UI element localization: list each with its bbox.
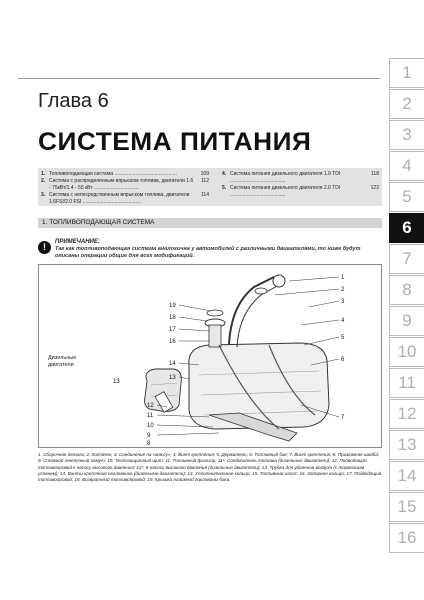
fuel-system-diagram — [38, 264, 382, 448]
toc-item-text: Система с непосредственным впрыском топлива, двигатели 1.6FSI/2.0 FSI .......................................... — [49, 192, 190, 205]
callout-label: 10 — [147, 423, 154, 429]
callout-label: 1 — [341, 275, 345, 281]
toc-item-text: Топливоподающая система ............................................. — [49, 171, 177, 177]
chapter-label: Глава 6 — [38, 90, 109, 112]
toc-column-right — [222, 171, 379, 199]
chapter-title: СИСТЕМА ПИТАНИЯ — [38, 128, 312, 156]
toc-item-number: 4. — [222, 171, 227, 177]
toc-item-text: Система с распределенным впрыском топлива, двигатели 1.6 - 75кВт/1.4 - 55 кВт ................................ — [49, 178, 194, 191]
callout-label: 7 — [341, 415, 345, 421]
chapter-tab[interactable]: 5 — [389, 182, 424, 212]
toc-item-number: 3. — [41, 192, 46, 198]
info-icon: ! — [38, 241, 51, 254]
toc-item[interactable] — [222, 171, 379, 185]
note-title: ПРИМЕЧАНИЕ: — [55, 239, 100, 245]
chapter-tab[interactable]: 16 — [389, 523, 424, 553]
callout-label: 5 — [341, 335, 345, 341]
callout-label: 9 — [147, 433, 151, 439]
toc-item-page: 122 — [370, 185, 379, 191]
toc-item[interactable] — [41, 178, 209, 192]
toc-item-number: 2. — [41, 178, 46, 184]
chapter-tab[interactable]: 13 — [389, 430, 424, 460]
chapter-tab[interactable]: 8 — [389, 275, 424, 305]
callout-label: 18 — [169, 315, 176, 321]
header-band — [0, 0, 424, 62]
toc-item-number: 1. — [41, 171, 46, 177]
chapter-tab[interactable]: 12 — [389, 399, 424, 429]
table-of-contents — [38, 168, 382, 206]
chapter-tab[interactable]: 11 — [389, 368, 424, 398]
chapter-tab[interactable]: 14 — [389, 461, 424, 491]
toc-item-page: 109 — [200, 171, 209, 177]
chapter-tab[interactable]: 1 — [389, 58, 424, 88]
callout-label: 13 — [169, 375, 176, 381]
diesel-label-line2: двигатели — [48, 362, 74, 368]
chapter-tab[interactable]: 9 — [389, 306, 424, 336]
note-body: Так как топливоподающая система аналогична у автомобилей с различными двигателями, то ниже будут описаны операции общие для всех модификаций. — [55, 246, 361, 259]
callout-label: 12 — [147, 403, 154, 409]
toc-column-left — [41, 171, 209, 206]
chapter-tab[interactable]: 3 — [389, 120, 424, 150]
chapter-tab-active[interactable]: 6 — [389, 213, 424, 243]
figure-caption: 1. Сборочная деталь; 2. Колпачок; 3. Соединение на «массу»; 4. Винт крепления; 5. Держатель; 6. Топливный бак; 7. Винт крепления; 8. Прижимная шайба; 9. Стяжной ленточный хомут; 10. Теплозащитный щит; 11. Топливный фильтр; 11*. Соединитель топлива (дизельные двигатели); 12. Подводящий топливопровод к насосу высокого давления; 12*. К насосу высокого давления (дизельные двигатели); 13. Трубка для удаления воздуха (с тормозным угленем); 14. Винты крепления оголовника (дизельные двигатели); 14. Уплотнительное кольцо; 15. Топливный насос; 16. Запорное кольцо; 17. Подводящий топливопровод; 18. Возвратный топливопровод; 19. Крышка наливной горловины бака. — [38, 452, 382, 483]
callout-label: 3 — [341, 299, 345, 305]
toc-item-text: Система питания дизельного двигателя 1.9 TDI ........................................ — [230, 171, 341, 184]
diagram-drawing — [39, 265, 383, 449]
callout-label: 13 — [113, 379, 120, 385]
callout-label: 6 — [341, 357, 345, 363]
toc-item-text: Система питания дизельного двигателя 2.0 TDI ........................................ — [230, 185, 341, 198]
toc-item-page: 114 — [201, 192, 209, 198]
callout-label: 17 — [169, 327, 176, 333]
chapter-tab[interactable]: 4 — [389, 151, 424, 181]
callout-label: 4 — [341, 318, 345, 324]
callout-label: 19 — [169, 303, 176, 309]
chapter-tab[interactable]: 2 — [389, 89, 424, 119]
callout-label: 8 — [147, 441, 151, 447]
callout-label: 14 — [169, 361, 176, 367]
callout-label: 11 — [147, 413, 154, 419]
toc-item[interactable] — [222, 185, 379, 199]
callout-label: 16 — [169, 339, 176, 345]
chapter-tab[interactable]: 10 — [389, 337, 424, 367]
callout-label: 2 — [341, 287, 345, 293]
toc-item-number: 5. — [222, 185, 227, 191]
diesel-engines-label — [48, 355, 76, 369]
chapter-tab[interactable]: 7 — [389, 244, 424, 274]
diesel-label-line1: Дизельные — [48, 355, 77, 361]
divider — [18, 78, 380, 79]
toc-item[interactable] — [41, 171, 209, 178]
chapter-tab[interactable]: 15 — [389, 492, 424, 522]
toc-item[interactable] — [41, 192, 209, 206]
section-heading: 1. ТОПЛИВОПОДАЮЩАЯ СИСТЕМА — [38, 218, 382, 228]
toc-item-page: 112 — [201, 178, 209, 184]
toc-item-page: 118 — [371, 171, 379, 177]
